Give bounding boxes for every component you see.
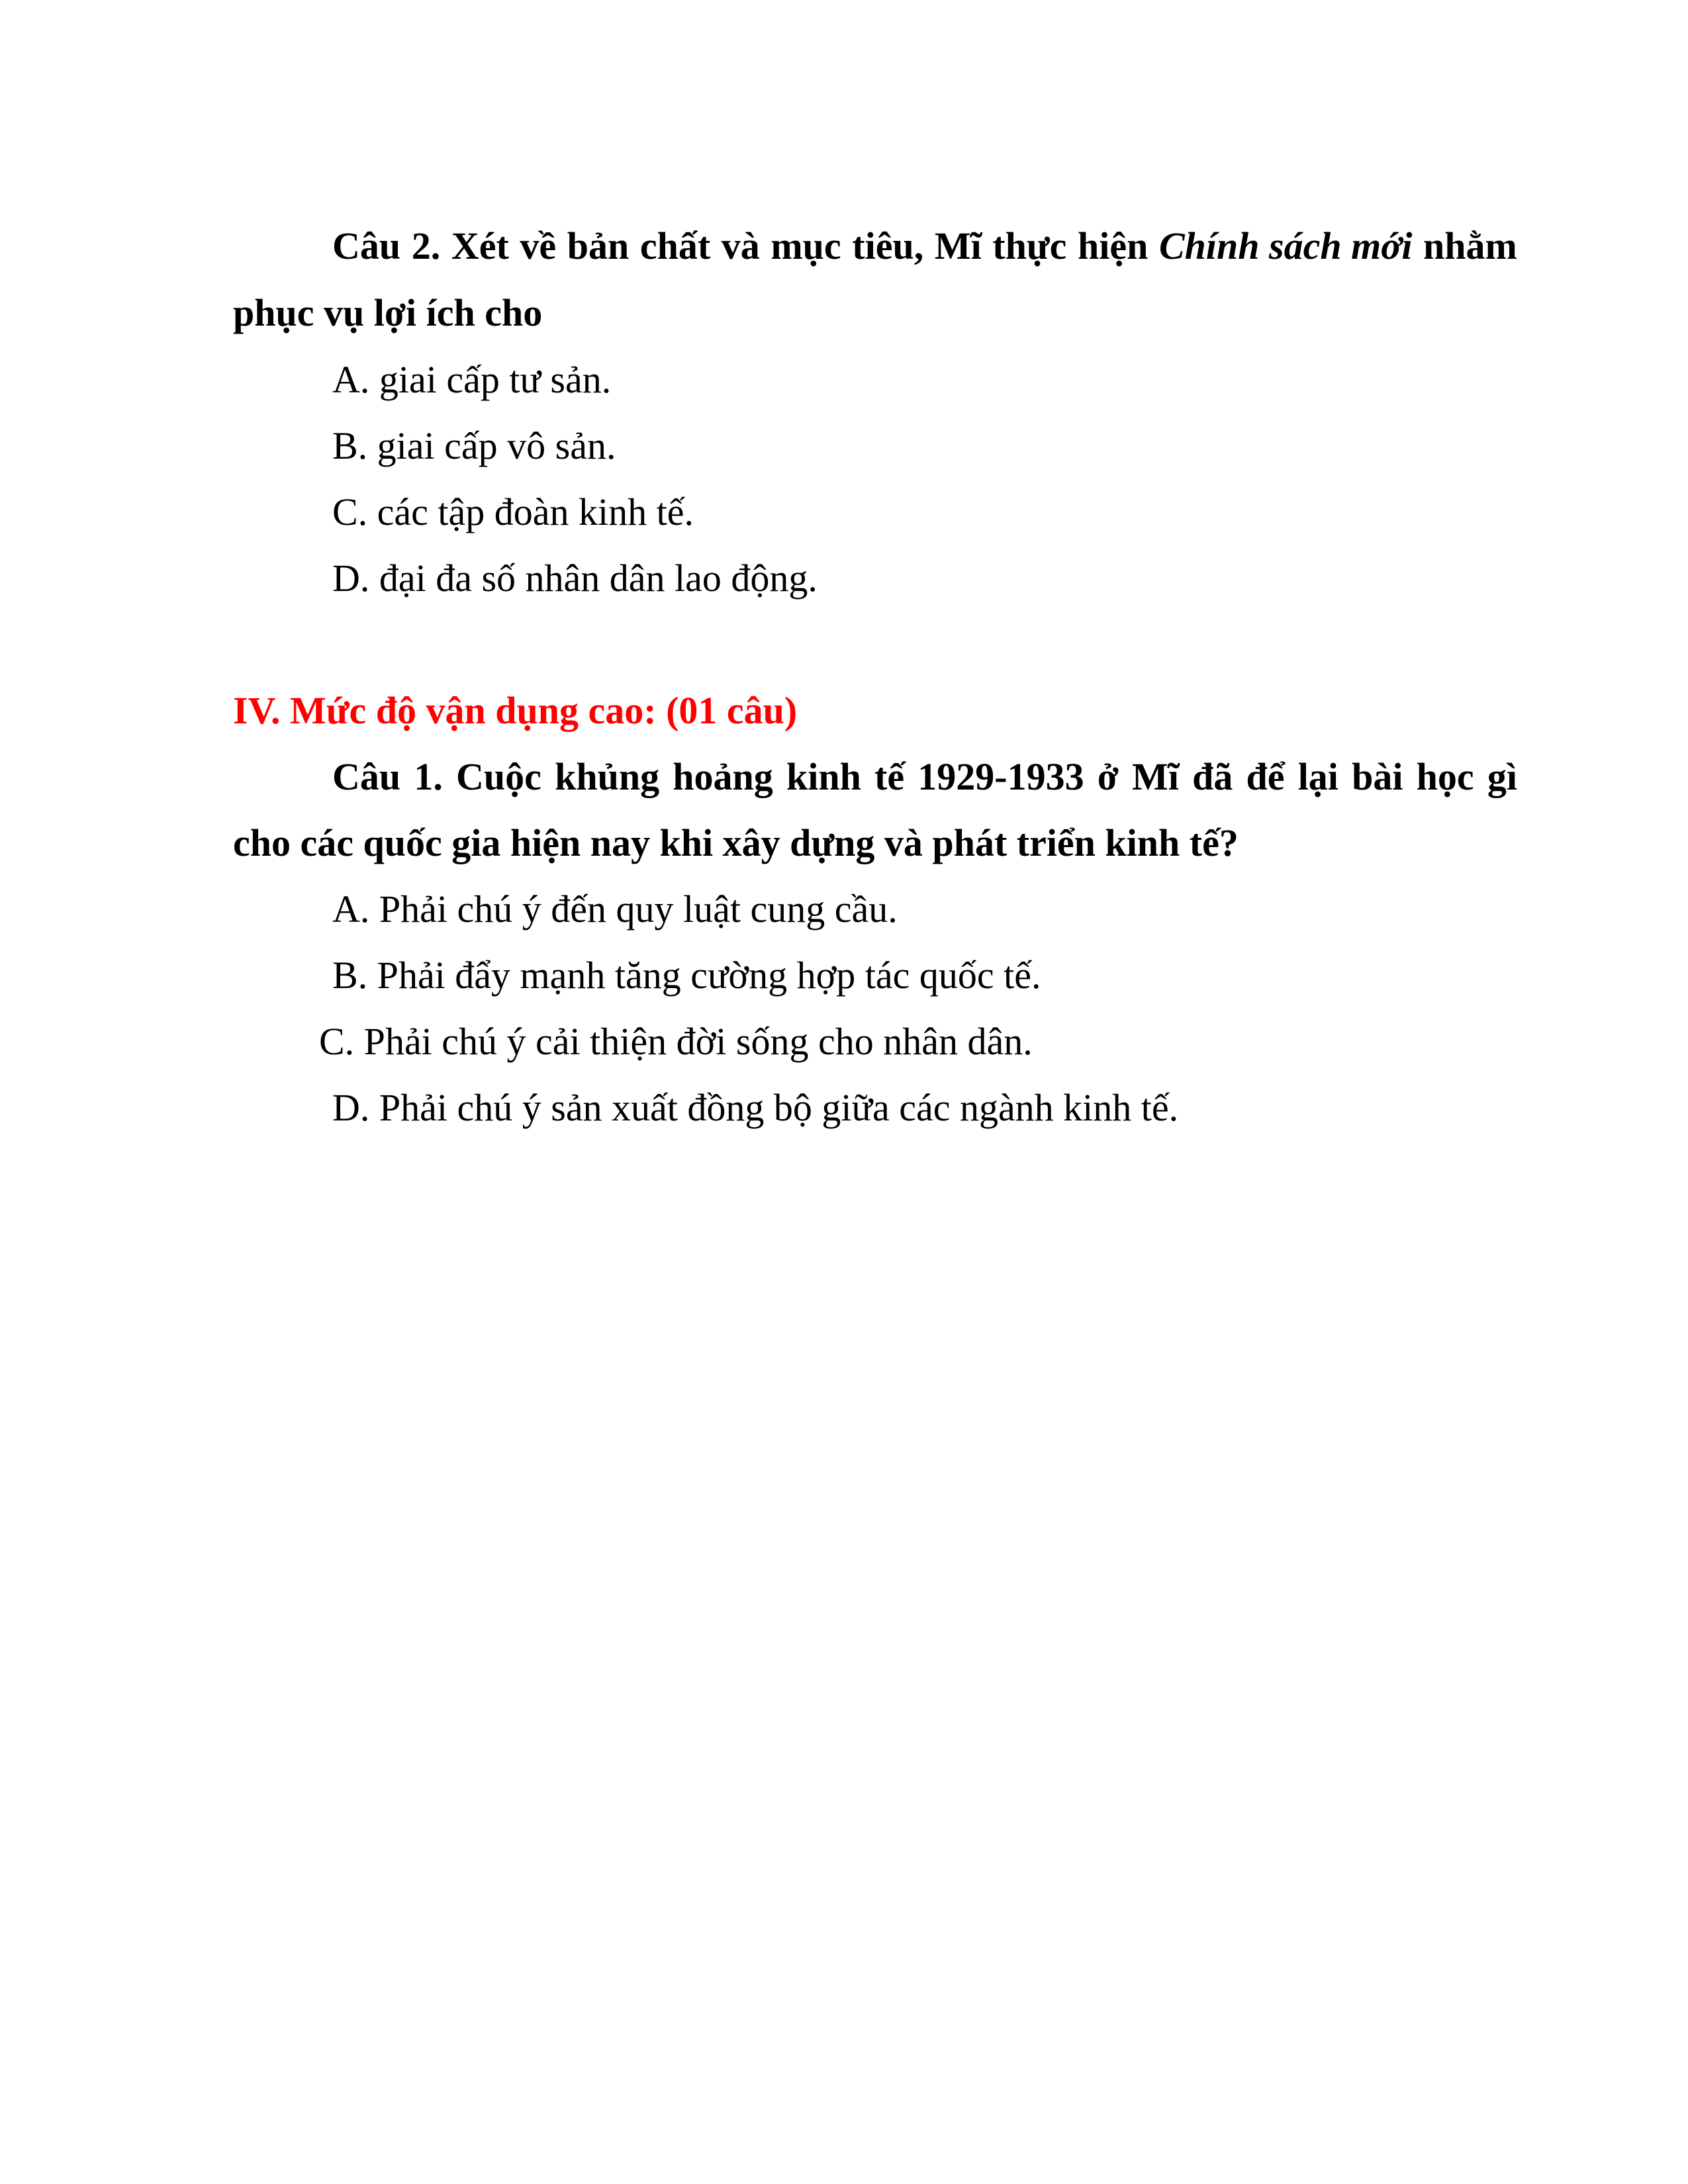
q2-word: mục [771,224,841,267]
question-1-line-1 [332,755,1517,798]
q2-word: Mĩ [934,224,982,267]
q2-word: tiêu, [852,224,924,267]
question-2-option-b: B. giai cấp vô sản. [332,424,616,467]
q2-word: hiện [1077,224,1149,267]
q1-word: 1929-1933 [917,755,1084,798]
q1-word: hoảng [673,755,773,798]
section-4-heading: IV. Mức độ vận dụng cao: (01 câu) [233,689,798,732]
q1-word: 1. [414,755,443,798]
question-1-option-c: C. Phải chú ý cải thiện đời sống cho nhân dân. [319,1020,1033,1063]
q2-word: và [721,224,760,267]
q1-word: Cuộc [456,755,541,798]
q2-italic-phrase: Chính sách mới [1158,224,1413,267]
q2-word: bản [567,224,630,267]
question-2-option-a: A. giai cấp tư sản. [332,358,612,401]
q2-word: về [520,224,557,267]
q1-word: tế [874,755,905,798]
q2-word: chất [639,224,711,267]
q1-word: bài [1352,755,1403,798]
q2-word: nhằm [1423,224,1517,267]
question-2-line-2: phục vụ lợi ích cho [233,291,543,334]
q2-word: thực [992,224,1067,267]
q1-word: gì [1487,755,1517,798]
q1-word: để [1246,755,1285,798]
question-2-option-c: C. các tập đoàn kinh tế. [332,490,694,533]
question-2-line-1 [332,224,1517,267]
q1-word: kinh [786,755,861,798]
question-1-option-d: D. Phải chú ý sản xuất đồng bộ giữa các ngành kinh tế. [332,1086,1179,1129]
q2-word: 2. [411,224,441,267]
q1-word: Mĩ [1132,755,1179,798]
q1-word: lại [1297,755,1338,798]
q1-word: học [1416,755,1474,798]
q1-word: khủng [555,755,660,798]
question-1-option-a: A. Phải chú ý đến quy luật cung cầu. [332,887,898,931]
question-2-option-d: D. đại đa số nhân dân lao động. [332,557,818,600]
question-1-line-2: cho các quốc gia hiện nay khi xây dựng và phát triển kinh tế? [233,821,1239,864]
q1-word: đã [1192,755,1233,798]
q1-word: Câu [332,755,401,798]
q2-word: Xét [451,224,509,267]
question-1-option-b: B. Phải đẩy mạnh tăng cường hợp tác quốc tế. [332,954,1041,997]
q2-word: Câu [332,224,401,267]
q1-word: ở [1097,755,1119,798]
